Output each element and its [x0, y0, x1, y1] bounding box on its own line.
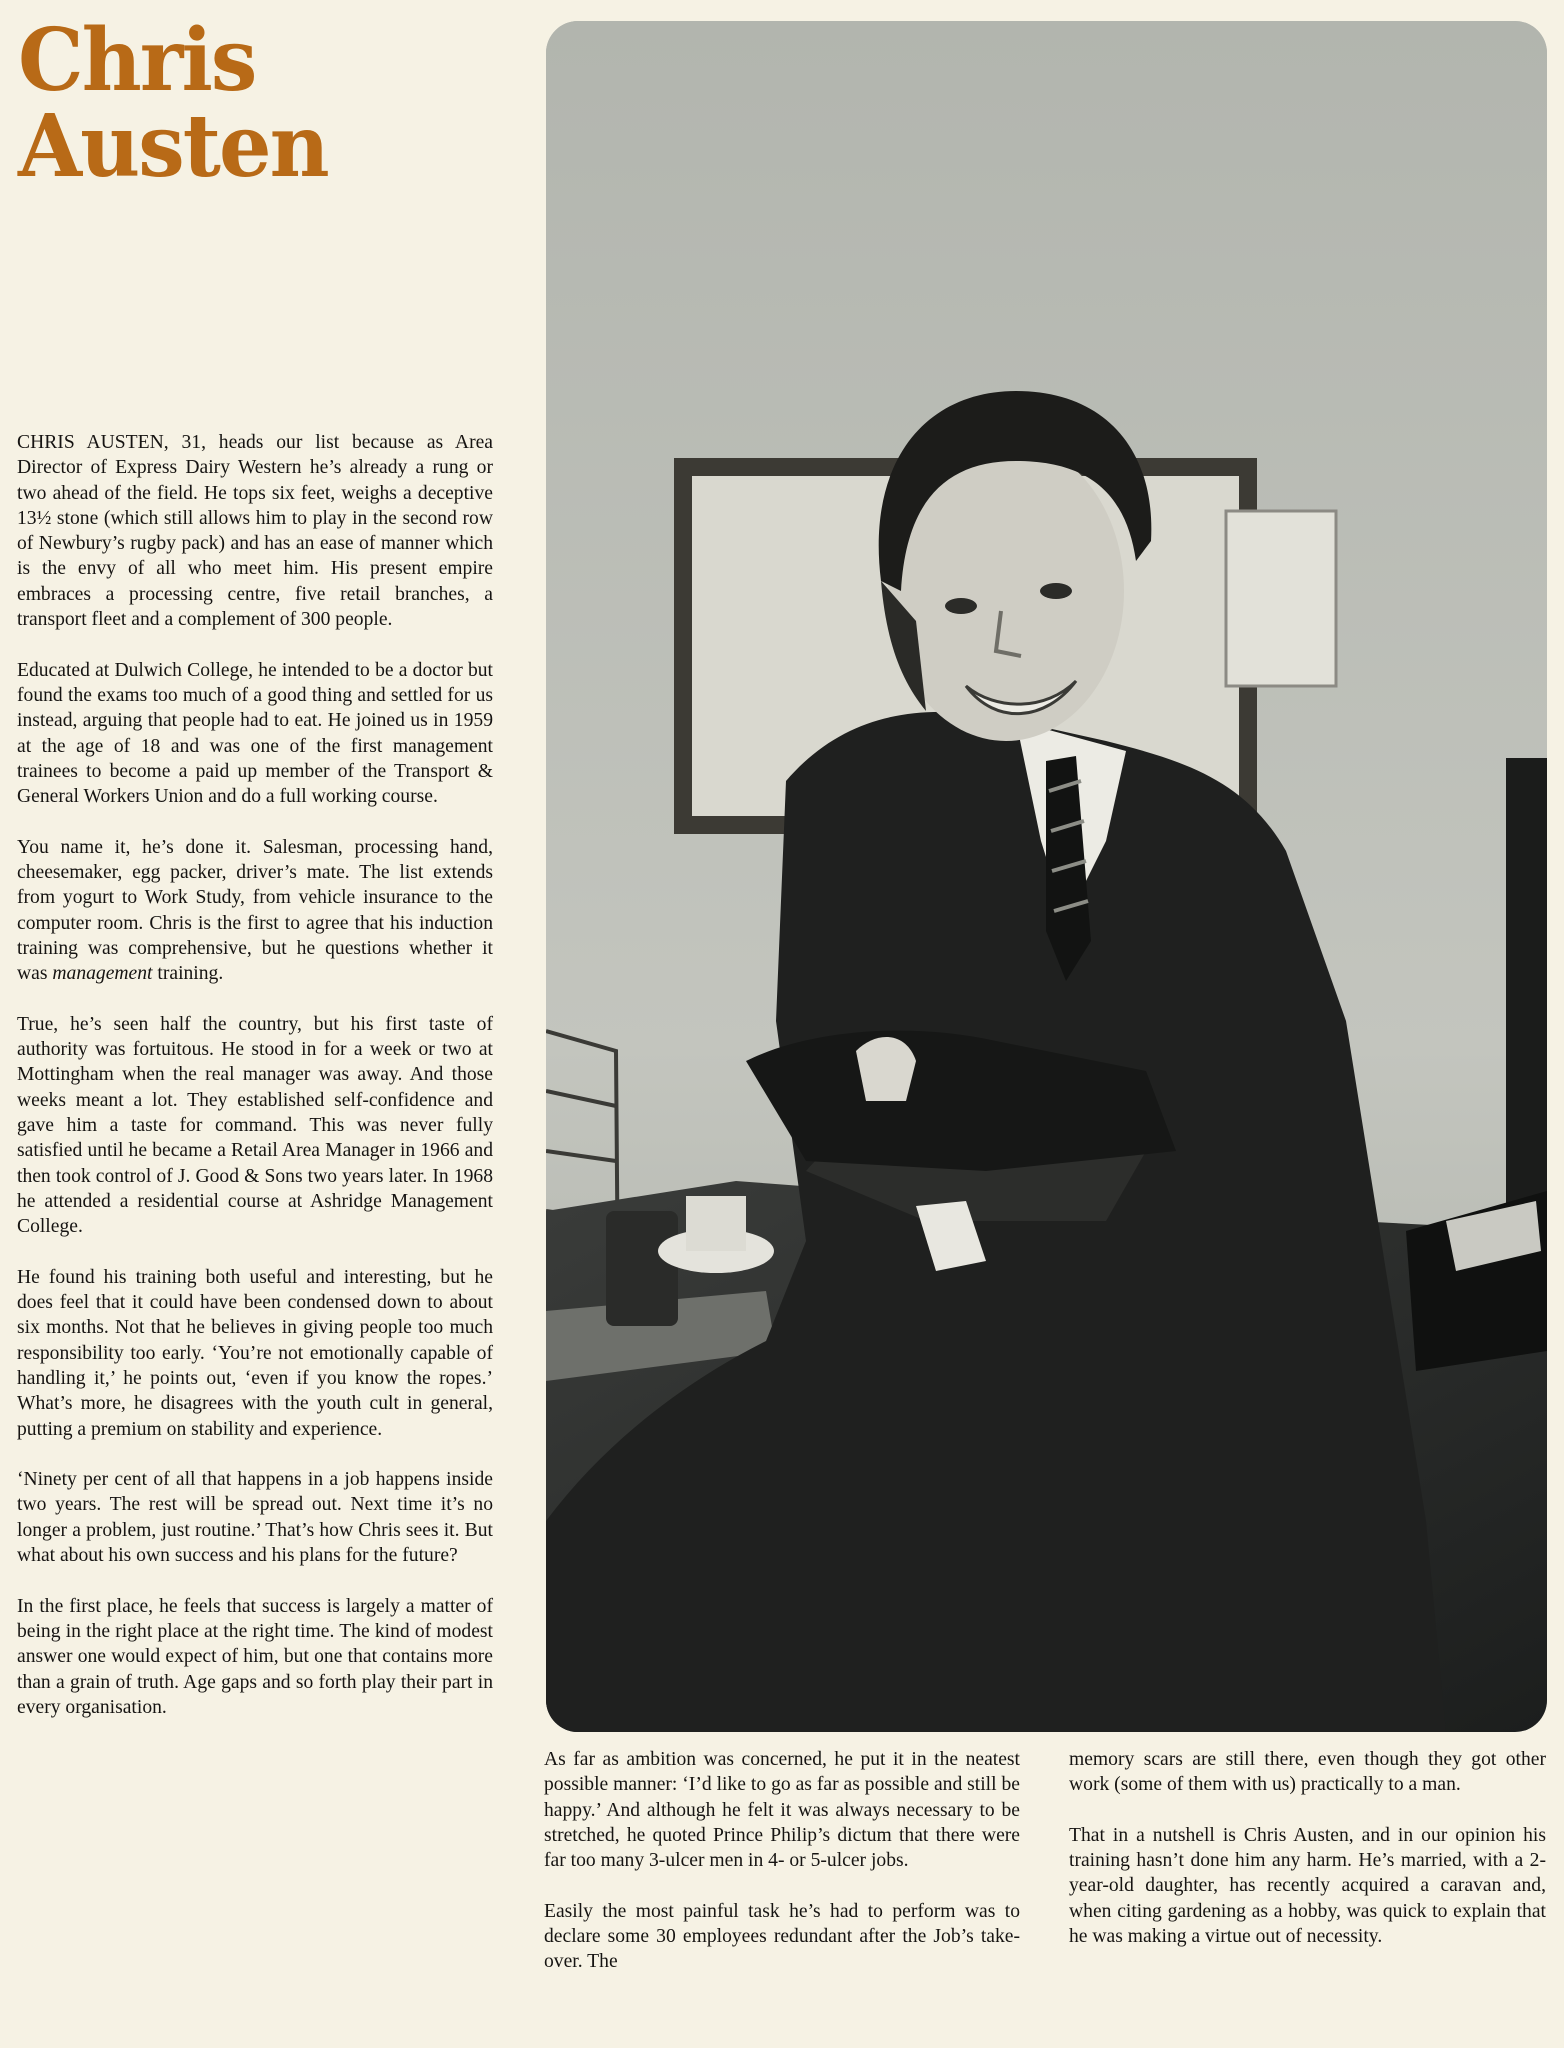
- paragraph: ‘Ninety per cent of all that happens in a job happens inside two years. The rest will be spread out. Next time it’s no longer a problem, just routine.’ That’s how Chris sees it. But what about his own success and his plans for the future?: [17, 1469, 493, 1567]
- title-last-name: Austen: [18, 96, 328, 197]
- paragraph: Educated at Dulwich College, he intended to be a doctor but found the exams too much of a good thing and settled for us instead, arguing that people had to eat. He joined us in 1959 at the age of 18 and was one of the first management trainees to become a paid up member of the Transport & General Workers Union and do a full working course.: [17, 659, 493, 808]
- paragraph: That in a nutshell is Chris Austen, and in our opinion his training hasn’t done him any harm. He’s married, with a 2-year-old daughter, has recently acquired a caravan and, when citing gardening as a hobby, was quick to explain that he was making a virtue out of necessity.: [1069, 1824, 1546, 1948]
- left-text-column: [17, 430, 493, 1745]
- right-text-column: [1069, 1747, 1546, 1975]
- title-first-name: Chris: [18, 10, 256, 111]
- paragraph: Easily the most painful task he’s had to perform was to declare some 30 employees redundant after the Job’s take-over. The: [544, 1900, 1020, 1973]
- paragraph: He found his training both useful and interesting, but he does feel that it could have been condensed down to about six months. Not that he believes in giving people too much responsibility too early. ‘You’re not emotionally capable of handling it,’ he points out, ‘even if you know the ropes.’ What’s more, he disagrees with the youth cult in general, putting a premium on stability and experience.: [17, 1266, 493, 1440]
- paragraph: True, he’s seen half the country, but his first taste of authority was fortuitous. He stood in for a week or two at Mottingham when the real manager was away. And those weeks meant a lot. They established self-confidence and gave him a taste for command. This was never fully satisfied until he became a Retail Area Manager in 1966 and then took control of J. Good & Sons two years later. In 1968 he attended a residential course at Ashridge Management College.: [17, 1013, 493, 1238]
- italic-emphasis: management: [52, 963, 153, 985]
- paragraph: In the first place, he feels that success is largely a matter of being in the right place at the right time. The kind of modest answer one would expect of him, but one that contains more than a grain of truth. Age gaps and so forth play their part in every organisation.: [17, 1595, 493, 1718]
- middle-text-column: [544, 1747, 1020, 2000]
- paragraph: You name it, he’s done it. Salesman, processing hand, cheesemaker, egg packer, driver’s mate. The list extends from yogurt to Work Study, from vehicle insurance to the computer room. Chris is the first to agree that his induction training was comprehensive, but he questions whether it was management training.: [17, 836, 493, 985]
- article-title: [18, 10, 328, 197]
- portrait-photo: [546, 21, 1547, 1732]
- paragraph: CHRIS AUSTEN, 31, heads our list because as Area Director of Express Dairy Western he’s already a rung or two ahead of the field. He tops six feet, weighs a deceptive 13½ stone (which still allows him to play in the second row of Newbury’s rugby pack) and has an ease of manner which is the envy of all who meet him. His present empire embraces a processing centre, five retail branches, a transport fleet and a complement of 300 people.: [17, 432, 493, 631]
- paragraph: memory scars are still there, even though they got other work (some of them with us) practically to a man.: [1069, 1749, 1546, 1796]
- portrait-illustration: [546, 21, 1547, 1732]
- paragraph: As far as ambition was concerned, he put it in the neatest possible manner: ‘I’d like to go as far as possible and still be happy.’ And although he felt it was always necessary to be stretched, he quoted Prince Philip’s dictum that there were far too many 3-ulcer men in 4- or 5-ulcer jobs.: [544, 1749, 1020, 1872]
